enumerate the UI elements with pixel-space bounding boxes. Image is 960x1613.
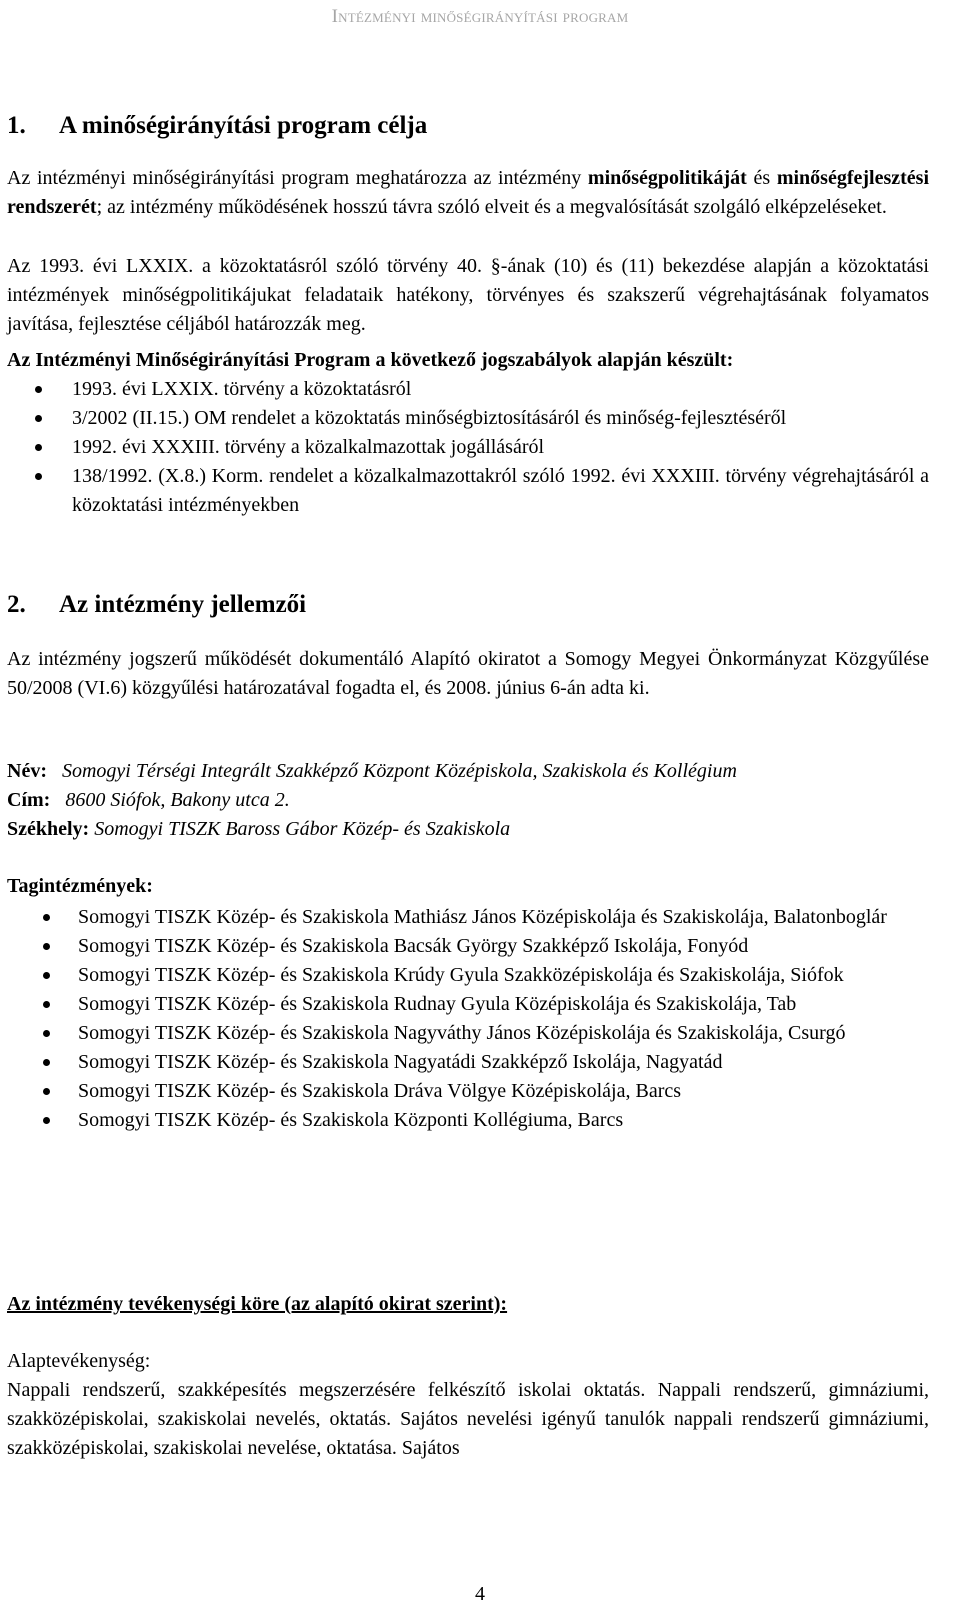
- activity-text: Nappali rendszerű, szakképesítés megszerzésére felkészítő iskolai oktatás. Nappali rendszerű, gimnáziumi, szakközépiskolai, szakiskolai nevelés, oktatás. Sajátos nevelési igényű tanulók nappali rendszerű gimnáziumi, szakközépiskolai, szakiskolai nevelése, oktatása. Sajátos: [7, 1379, 929, 1459]
- para2-text: Az 1993. évi LXXIX. a közoktatásról szóló törvény 40. §-ának (10) és (11) bekezdése alapján a közoktatási intézmények minőségpolitikájukat feladataik hatékony, törvényes és szakszerű végrehajtásának folyamatos javítása, fejlesztése céljából határozzák meg.: [7, 255, 929, 335]
- para1-bold-system: minőségfejlesztési rendszerét: [7, 167, 930, 218]
- section-2-heading: [7, 589, 929, 621]
- section-1-para-2: [7, 252, 929, 339]
- list-item: 1992. évi XXXIII. törvény a közalkalmazottak jogállásáról: [7, 433, 929, 462]
- section-2-number: 2.: [7, 591, 26, 618]
- intro-text: Az intézmény jogszerű működését dokumentáló Alapító okiratot a Somogy Megyei Önkormányzat Közgyűlése 50/2008 (VI.6) közgyűlési határozatával fogadta el, és 2008. június 6-án adta ki.: [7, 648, 929, 699]
- name-value: Somogyi Térségi Integrált Szakképző Központ Középiskola, Szakiskola és Kollégium: [61, 760, 737, 782]
- activity-scope: [7, 1290, 929, 1319]
- para1-text-1: Az intézményi minőségirányítási program meghatározza az intézmény: [7, 167, 588, 189]
- para1-text-3: ; az intézmény működésének hosszú távra szóló elveit és a megvalósítását szolgáló elképzeléseket.: [96, 196, 887, 218]
- list-item: 138/1992. (X.8.) Korm. rendelet a közalkalmazottakról szóló 1992. évi XXXIII. törvény végrehajtásáról a közoktatási intézményekben: [7, 462, 929, 520]
- list-item: 3/2002 (II.15.) OM rendelet a közoktatás minőségbiztosításáról és minőség-fejlesztéséről: [7, 404, 929, 433]
- seat-line: [7, 815, 929, 844]
- para1-text-2: és: [746, 167, 777, 189]
- member-heading: Tagintézmények:: [7, 875, 153, 897]
- legal-heading: Az Intézményi Minőségirányítási Program a következő jogszabályok alapján készült:: [7, 349, 734, 371]
- list-item: Somogyi TISZK Közép- és Szakiskola Nagyatádi Szakképző Iskolája, Nagyatád: [7, 1048, 929, 1077]
- para1-bold-policy: minőségpolitikáját: [587, 167, 747, 189]
- list-item: Somogyi TISZK Közép- és Szakiskola Dráva Völgye Középiskolája, Barcs: [7, 1077, 929, 1106]
- list-item: Somogyi TISZK Közép- és Szakiskola Központi Kollégiuma, Barcs: [7, 1106, 929, 1135]
- list-item: Somogyi TISZK Közép- és Szakiskola Nagyváthy János Középiskolája és Szakiskolája, Csurgó: [7, 1019, 929, 1048]
- activity-heading: Az intézmény tevékenységi köre (az alapító okirat szerint):: [7, 1293, 508, 1315]
- seat-value: Somogyi TISZK Baross Gábor Közép- és Szakiskola: [94, 818, 511, 840]
- institution-info: [7, 757, 929, 844]
- address-label: Cím:: [7, 789, 51, 811]
- section-2-title: Az intézmény jellemzői: [59, 591, 307, 618]
- section-1-para-1: [7, 164, 929, 222]
- legal-list: [7, 375, 929, 520]
- running-header: Intézményi minőségirányítási program: [331, 6, 629, 27]
- activity-subheading: Alaptevékenység:: [7, 1350, 151, 1372]
- section-1-heading: [7, 110, 929, 142]
- address-value: 8600 Siófok, Bakony utca 2.: [65, 789, 290, 811]
- seat-label: Székhely:: [7, 818, 90, 840]
- legal-basis: [7, 346, 929, 520]
- list-item: 1993. évi LXXIX. törvény a közoktatásról: [7, 375, 929, 404]
- activity-details: [7, 1347, 929, 1463]
- section-1: [7, 110, 929, 142]
- list-item: Somogyi TISZK Közép- és Szakiskola Rudnay Gyula Középiskolája és Szakiskolája, Tab: [7, 990, 929, 1019]
- member-list: [7, 903, 929, 1135]
- page-number: 4: [475, 1583, 485, 1605]
- list-item: Somogyi TISZK Közép- és Szakiskola Mathiász János Középiskolája és Szakiskolája, Balatonboglár: [7, 903, 929, 932]
- list-item: Somogyi TISZK Közép- és Szakiskola Bacsák György Szakképző Iskolája, Fonyód: [7, 932, 929, 961]
- section-2: [7, 589, 929, 621]
- list-item: Somogyi TISZK Közép- és Szakiskola Krúdy Gyula Szakközépiskolája és Szakiskolája, Siófok: [7, 961, 929, 990]
- section-1-title: A minőségirányítási program célja: [59, 112, 428, 139]
- member-institutions: [7, 872, 929, 1135]
- address-line: [7, 786, 929, 815]
- name-line: [7, 757, 929, 786]
- section-2-intro: [7, 645, 929, 703]
- section-1-number: 1.: [7, 112, 26, 139]
- name-label: Név:: [7, 760, 47, 782]
